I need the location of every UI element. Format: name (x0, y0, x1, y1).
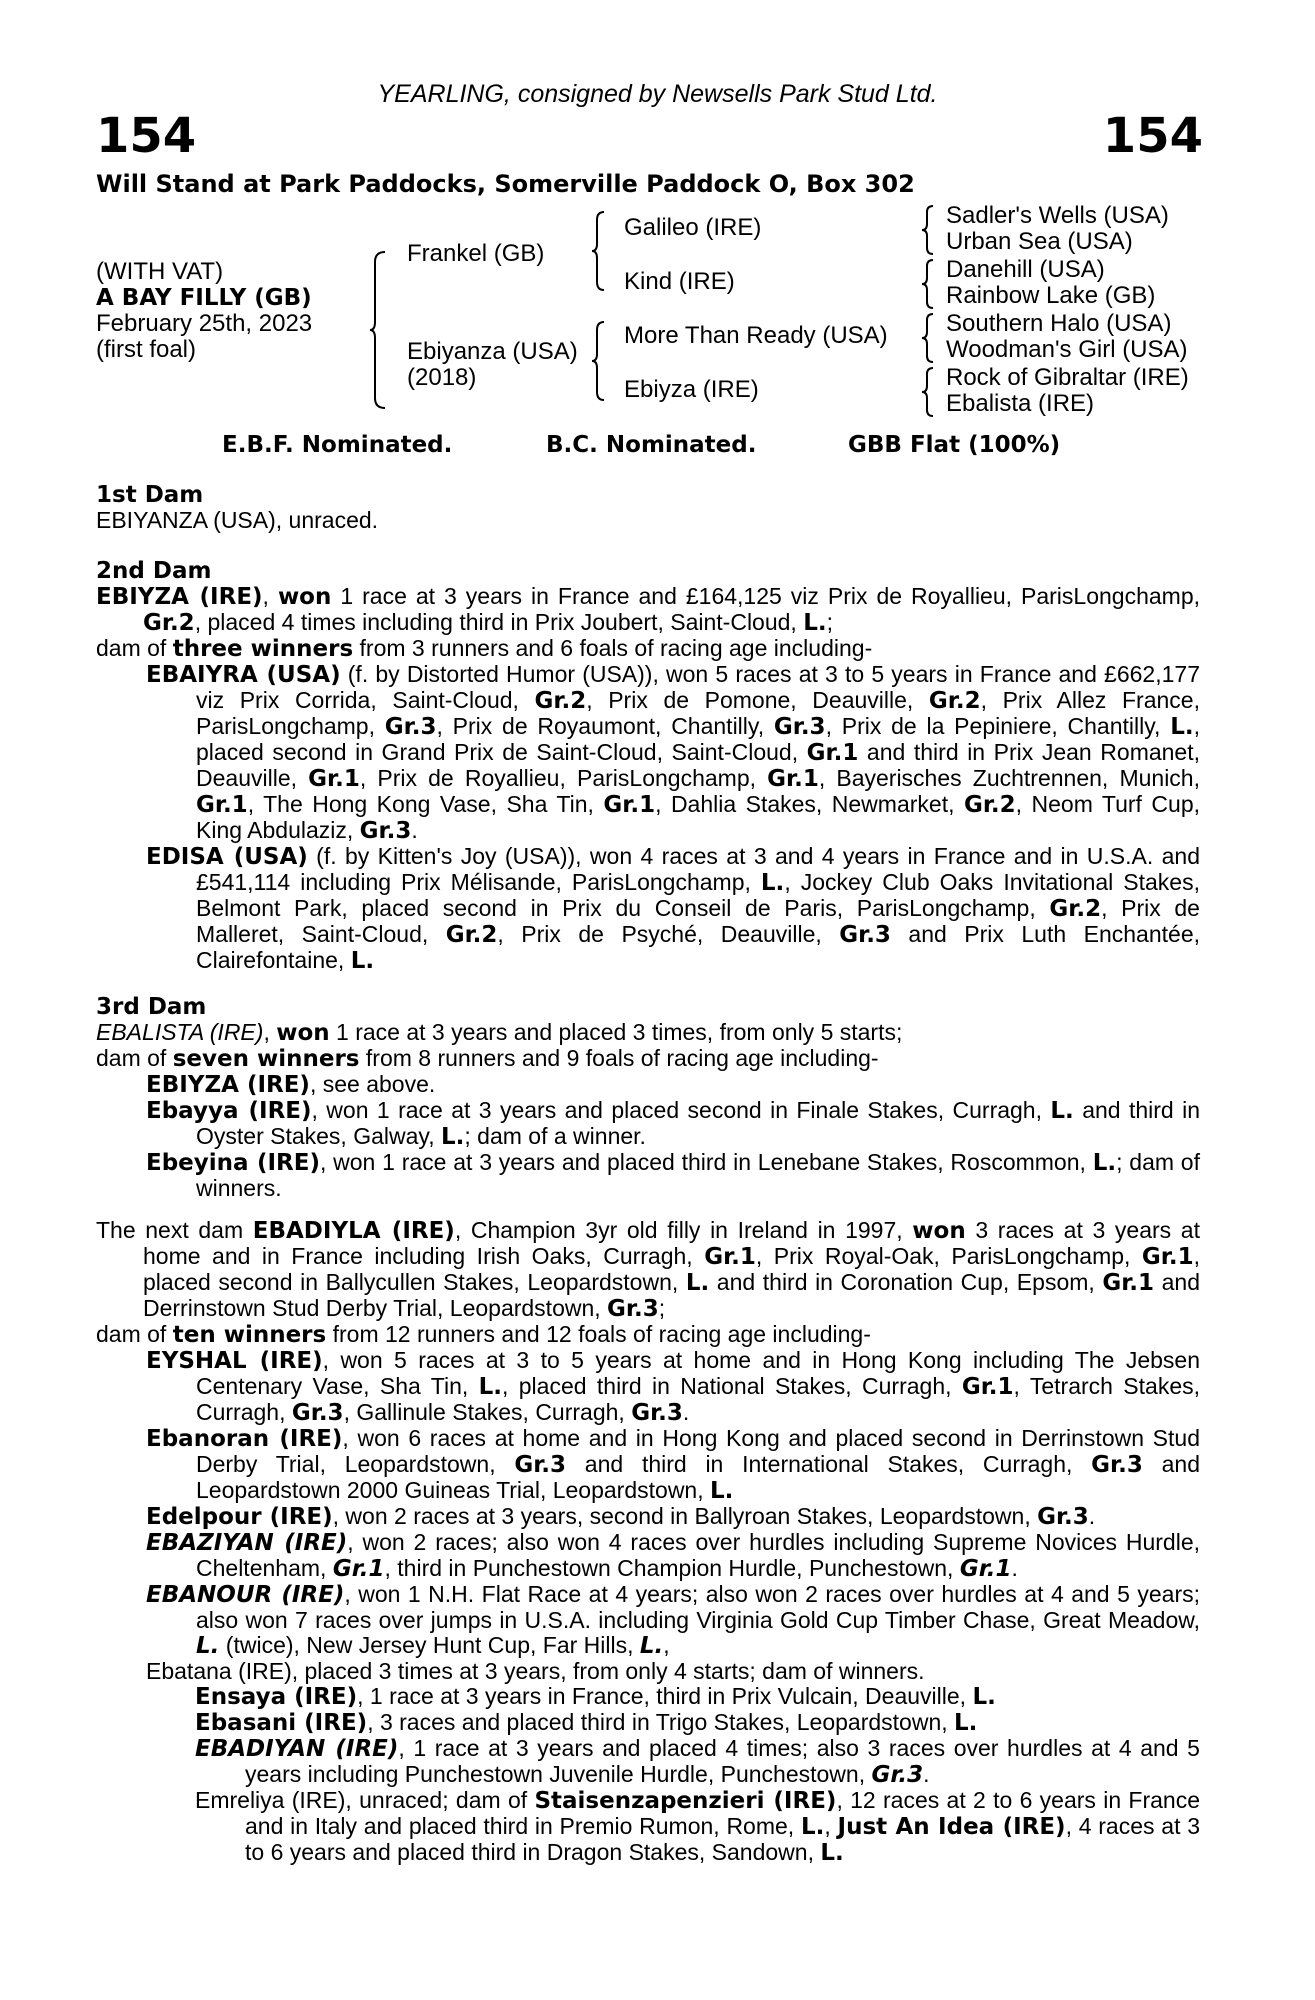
grade: Gr.3 (871, 1762, 924, 1788)
record-text: , placed 4 times including third in Prix Joubert, Saint-Cloud, (194, 609, 804, 635)
next-dam-section (96, 1218, 1200, 1866)
grade: Gr.1 (1141, 1244, 1194, 1270)
dam-sire-sire: Southern Halo (USA) (946, 310, 1172, 337)
grade: Gr.2 (928, 688, 981, 714)
sire: Frankel (GB) (407, 240, 545, 267)
horse-name: EBADIYAN (IRE) (195, 1736, 399, 1762)
grade: Gr.3 (384, 714, 437, 740)
record-text: , Prix de Royaumont, Chantilly, (436, 713, 774, 739)
pedigree-brace-2b (592, 320, 608, 402)
dam-dam-sire: Rock of Gibraltar (IRE) (946, 364, 1189, 391)
record-text: , won 5 races at 3 to 5 years at home and in Hong Kong including The Jebsen Centenary Vase, Sha Tin, (196, 1347, 1200, 1399)
grade: L. (1092, 1150, 1117, 1176)
record-text: , (663, 1632, 670, 1658)
sire-sire: Galileo (IRE) (624, 214, 762, 241)
produce-entry (96, 1348, 1200, 1426)
record-text: , won 1 N.H. Flat Race at 4 years; also won 2 races over hurdles at 4 and 5 years; also won 7 races over jumps in U.S.A. including Virginia Gold Cup Timber Chase, Great Meadow, (196, 1581, 1200, 1633)
sire-sire-dam: Urban Sea (USA) (946, 228, 1133, 255)
produce-entry (96, 1710, 1200, 1736)
horse-name: EBANOUR (IRE) (146, 1582, 345, 1608)
produce-entry (96, 1504, 1200, 1530)
horse-name: EDISA (USA) (146, 844, 308, 870)
record-text: , third in Punchestown Champion Hurdle, Punchestown, (384, 1555, 960, 1581)
record-text: , Tetrarch Stakes, Curragh, (196, 1373, 1201, 1425)
dam-dam: Ebiyza (IRE) (624, 376, 759, 403)
grade: Gr.3 (514, 1452, 567, 1478)
catalogue-subtitle: YEARLING, consigned by Newsells Park Stud Ltd. (377, 80, 938, 108)
record-text: , 1 race at 3 years in France, third in Prix Vulcain, Deauville, (357, 1683, 973, 1709)
foal-note: (first foal) (96, 336, 197, 363)
grade: L. (685, 1270, 710, 1296)
record-text: , Prix de Pomone, Deauville, (586, 687, 929, 713)
record-text: , see above. (309, 1071, 436, 1097)
record-text: from 12 runners and 12 foals of racing age including- (326, 1321, 871, 1347)
record-text: , Bayerisches Zuchtrennen, Munich, (818, 765, 1200, 791)
produce-entry (96, 1582, 1200, 1659)
record-text: , won 1 race at 3 years and placed third in Lenebane Stakes, Roscommon, (319, 1149, 1093, 1175)
dam: Ebiyanza (USA) (407, 338, 578, 365)
dam-sire: More Than Ready (USA) (624, 322, 888, 349)
winners-count: ten winners (172, 1322, 327, 1348)
record-text: and Leopardstown 2000 Guineas Trial, Leopardstown, (196, 1451, 1200, 1503)
record-text: and third in International Stakes, Curragh, (566, 1451, 1092, 1477)
grade: Gr.1 (1102, 1270, 1155, 1296)
next-dam-record (96, 1218, 1200, 1322)
horse-name: Ensaya (IRE) (195, 1684, 358, 1710)
record-text: , Gallinule Stakes, Curragh, (343, 1399, 632, 1425)
horse-name: Ebasani (IRE) (195, 1710, 368, 1736)
record-text: . (411, 817, 418, 843)
record-text: and Prix Luth Enchantée, Clairefontaine, (196, 921, 1200, 973)
grade: L. (1050, 1098, 1074, 1124)
dam-sire-dam: Woodman's Girl (USA) (946, 336, 1188, 363)
record-text: ; (826, 609, 834, 635)
grade: Gr.1 (308, 766, 360, 792)
record-text: , won 6 races at home and in Hong Kong and placed second in Derrinstown Stud Derby Trial, Leopardstown, (196, 1425, 1200, 1477)
second-dam-section (96, 558, 1200, 974)
grade: Gr.3 (1037, 1504, 1089, 1530)
grade: L. (350, 948, 375, 974)
record-text: , Jockey Club Oaks Invitational Stakes, Belmont Park, placed second in Prix du Conseil de Paris, ParisLongchamp, (196, 869, 1200, 921)
section-heading: 2nd Dam (96, 558, 212, 584)
horse-dob: February 25th, 2023 (96, 310, 313, 337)
record-text: . (923, 1761, 930, 1787)
grade: Gr.1 (704, 1244, 756, 1270)
pedigree-brace-3c (922, 312, 936, 364)
grade: L. (972, 1684, 996, 1710)
record-text: , won 2 races at 3 years, second in Ballyroan Stakes, Leopardstown, (332, 1503, 1038, 1529)
pedigree-brace-1 (370, 250, 390, 410)
grade: Gr.3 (291, 1400, 344, 1426)
pedigree-brace-3b (922, 258, 936, 310)
section-heading: 1st Dam (96, 482, 204, 508)
grade: Gr.1 (196, 792, 248, 818)
ebf-nomination: E.B.F. Nominated. (222, 432, 453, 458)
horse-name: EBIYZA (IRE) (146, 1072, 310, 1098)
bc-nomination: B.C. Nominated. (546, 432, 757, 458)
produce-entry (96, 662, 1200, 844)
grade: Gr.1 (961, 1374, 1014, 1400)
dam-year: (2018) (407, 364, 477, 391)
grade: Gr.1 (959, 1556, 1012, 1582)
dam-dam-dam: Ebalista (IRE) (946, 390, 1095, 417)
record-text: , 12 races at 2 to 6 years in France and in Italy and placed third in Premio Rumon, Rome, (245, 1787, 1201, 1839)
horse-name: EBIYZA (IRE) (96, 584, 263, 610)
record-text: Emreliya (IRE), unraced; dam of (195, 1787, 535, 1813)
sire-dam-dam: Rainbow Lake (GB) (946, 282, 1156, 309)
record-text: , Neom Turf Cup, King Abdulaziz, (196, 791, 1200, 843)
sire-dam: Kind (IRE) (624, 268, 735, 295)
winners-count: seven winners (172, 1046, 360, 1072)
grade: Gr.2 (1049, 896, 1102, 922)
record-text: 1 race at 3 years in France and £164,125 viz Prix de Royallieu, ParisLongchamp, (331, 583, 1201, 609)
record-text: , 3 races and placed third in Trigo Stakes, Leopardstown, (367, 1709, 955, 1735)
record-text: dam of (96, 1045, 173, 1071)
record-text: (twice), New Jersey Hunt Cup, Far Hills, (219, 1632, 640, 1658)
record-text: dam of (96, 635, 173, 661)
produce-entry (96, 1736, 1200, 1788)
horse-name: Ebanoran (IRE) (146, 1426, 343, 1452)
grade: L. (803, 610, 827, 636)
first-dam-section (96, 482, 1200, 533)
winners-count: three winners (172, 636, 354, 662)
record-text: 1 race at 3 years and placed 3 times, from only 5 starts; (329, 1019, 903, 1045)
grade: Gr.3 (607, 1296, 659, 1322)
horse-name: Just An Idea (IRE) (837, 1814, 1066, 1840)
sire-dam-sire: Danehill (USA) (946, 256, 1105, 283)
section-heading: 3rd Dam (96, 994, 207, 1020)
produce-entry: Ebatana (IRE), placed 3 times at 3 years, from only 4 starts; dam of winners. (146, 1658, 925, 1684)
record-text: , 1 race at 3 years and placed 4 times; also 3 races over hurdles at 4 and 5 years including Punchestown Juvenile Hurdle, Punchestown, (245, 1735, 1200, 1787)
record-text: . (1011, 1555, 1018, 1581)
produce-entry (96, 1426, 1200, 1504)
record-text: ; (658, 1295, 666, 1321)
record-text: ; dam of a winner. (464, 1123, 646, 1149)
grade: L. (820, 1840, 844, 1866)
vat-note: (WITH VAT) (96, 258, 224, 285)
pedigree-brace-3a (922, 204, 936, 256)
record-text: , 4 races at 3 to 6 years and placed third in Dragon Stakes, Sandown, (245, 1813, 1201, 1865)
record-text: , Prix de Psyché, Deauville, (497, 921, 840, 947)
record-text: The next dam (96, 1217, 253, 1243)
grade: Gr.3 (359, 818, 412, 844)
record-text: 3 races at 3 years at home and in France including Irish Oaks, Curragh, (143, 1217, 1200, 1269)
record-text: , placed third in National Stakes, Curragh, (502, 1373, 962, 1399)
record-text: from 3 runners and 6 foals of racing age including- (353, 635, 873, 661)
grade: Gr.3 (839, 922, 891, 948)
record-text: (f. by Distorted Humor (USA)), won 5 races at 3 to 5 years in France and £662,177 viz Prix Corrida, Saint-Cloud, (196, 661, 1200, 713)
record-text: , Champion 3yr old filly in Ireland in 1997, (454, 1217, 913, 1243)
record-text: ; dam of winners. (196, 1149, 1200, 1201)
record-text: and Derrinstown Stud Derby Trial, Leopardstown, (143, 1269, 1200, 1321)
grade: L. (196, 1633, 220, 1659)
won-text: won (277, 584, 332, 610)
first-dam-text: EBIYANZA (USA), unraced. (96, 507, 379, 533)
grade: L. (478, 1374, 503, 1400)
grade: Gr.2 (143, 610, 195, 636)
sire-sire-sire: Sadler's Wells (USA) (946, 202, 1169, 229)
horse-name: Staisenzapenzieri (IRE) (534, 1788, 837, 1814)
grade: Gr.2 (445, 922, 498, 948)
record-text: dam of (96, 1321, 173, 1347)
produce-entry (96, 1098, 1200, 1150)
grade: Gr.1 (806, 740, 859, 766)
record-text: and third in Coronation Cup, Epsom, (709, 1269, 1103, 1295)
produce-entry (96, 1072, 1200, 1098)
record-text: . (1088, 1503, 1096, 1529)
lot-number-right: 154 (1102, 108, 1203, 164)
grade: L. (800, 1814, 825, 1840)
grade: L. (1170, 714, 1194, 740)
record-text: , Prix de Malleret, Saint-Cloud, (196, 895, 1200, 947)
won-text: won (912, 1218, 966, 1244)
grade: Gr.3 (1091, 1452, 1143, 1478)
grade: L. (954, 1710, 978, 1736)
horse-name: Ebeyina (IRE) (146, 1150, 320, 1176)
won-text: won (276, 1020, 330, 1046)
record-text: , won 2 races; also won 4 races over hurdles including Supreme Novices Hurdle, Cheltenham, (196, 1529, 1201, 1581)
record-text: , placed second in Grand Prix de Saint-Cloud, Saint-Cloud, (196, 713, 1200, 765)
horse-name: Edelpour (IRE) (146, 1504, 333, 1530)
record-text: and third in Prix Jean Romanet, Deauville, (196, 739, 1201, 791)
pedigree-brace-3d (922, 366, 936, 418)
gbb-flat: GBB Flat (100%) (848, 432, 1061, 458)
produce-entry (96, 844, 1200, 974)
record-text: , Prix de la Pepiniere, Chantilly, (825, 713, 1171, 739)
record-text: , Prix Royal-Oak, ParisLongchamp, (755, 1243, 1142, 1269)
grade: Gr.2 (963, 792, 1016, 818)
horse-name: EBADIYLA (IRE) (252, 1218, 455, 1244)
record-text: (f. by Kitten's Joy (USA)), won 4 races at 3 and 4 years in France and in U.S.A. and £541,114 including Prix Mélisande, ParisLongchamp, (196, 843, 1200, 895)
produce-summary (96, 1322, 1200, 1348)
record-text: , Prix Allez France, ParisLongchamp, (196, 687, 1200, 739)
third-dam-record: EBALISTA (IRE), won 1 race at 3 years and placed 3 times, from only 5 starts; (96, 1019, 903, 1046)
record-text: , Dahlia Stakes, Newmarket, (655, 791, 964, 817)
record-text: , placed second in Ballycullen Stakes, Leopardstown, (143, 1243, 1200, 1295)
grade: Gr.1 (767, 766, 819, 792)
record-text: and third in Oyster Stakes, Galway, (196, 1097, 1200, 1149)
stabling-location: Will Stand at Park Paddocks, Somerville Paddock O, Box 302 (96, 170, 915, 198)
second-dam-record: EBIYZA (IRE), won 1 race at 3 years in France and £164,125 viz Prix de Royallieu, ParisLongchamp, Gr.2, placed 4 times including third in Prix Joubert, Saint-Cloud, L.; (96, 583, 1201, 636)
pedigree-brace-2a (592, 210, 608, 292)
grade: L. (760, 870, 785, 896)
produce-entry (96, 1150, 1200, 1201)
horse-name: EBAZIYAN (IRE) (146, 1530, 348, 1556)
grade: Gr.1 (332, 1556, 385, 1582)
horse-name: EBAIYRA (USA) (146, 662, 341, 688)
grade: Gr.1 (603, 792, 656, 818)
produce-entry (96, 1788, 1200, 1866)
grade: Gr.3 (773, 714, 826, 740)
record-text: , The Hong Kong Vase, Sha Tin, (247, 791, 604, 817)
record-text: from 8 runners and 9 foals of racing age including- (359, 1045, 879, 1071)
grade: L. (710, 1478, 734, 1504)
horse-name: EBALISTA (IRE) (96, 1019, 264, 1045)
produce-summary (96, 1046, 1200, 1072)
record-text: , won 1 race at 3 years and placed second in Finale Stakes, Curragh, (311, 1097, 1051, 1123)
record-text: , Prix de Royallieu, ParisLongchamp, (359, 765, 768, 791)
horse-name: EYSHAL (IRE) (146, 1348, 323, 1374)
grade: Gr.3 (631, 1400, 683, 1426)
grade: L. (440, 1124, 465, 1150)
grade: Gr.2 (534, 688, 587, 714)
produce-summary (96, 636, 1200, 662)
grade: L. (639, 1633, 664, 1659)
horse-name: Ebayya (IRE) (146, 1098, 312, 1124)
record-text: , (824, 1813, 838, 1839)
lot-number-left: 154 (96, 108, 197, 164)
produce-entry (96, 1684, 1200, 1710)
record-text: . (682, 1399, 690, 1425)
third-dam-section (96, 994, 1200, 1201)
horse-name: A BAY FILLY (GB) (96, 285, 312, 311)
produce-entry (96, 1530, 1200, 1582)
